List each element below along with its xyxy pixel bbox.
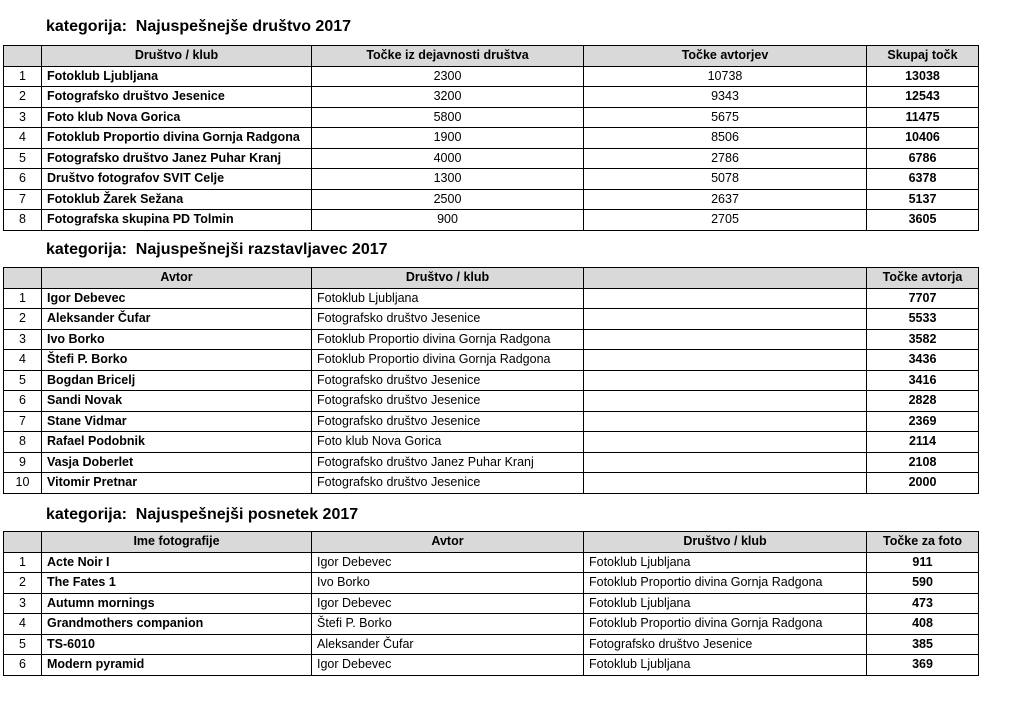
table-cell: 7: [4, 411, 42, 432]
table-cell: 6: [4, 655, 42, 676]
table-cell: Modern pyramid: [42, 655, 312, 676]
table-cell: 2000: [867, 473, 979, 494]
table-cell: Foto klub Nova Gorica: [42, 107, 312, 128]
table-cell: Fotografska skupina PD Tolmin: [42, 210, 312, 231]
table-cell: Grandmothers companion: [42, 614, 312, 635]
table-cell: [584, 329, 867, 350]
table-cell: [584, 288, 867, 309]
table-cell: 1: [4, 66, 42, 87]
table-cell: 3436: [867, 350, 979, 371]
table-cell: 6378: [867, 169, 979, 190]
table-cell: Stane Vidmar: [42, 411, 312, 432]
section3-heading: kategorija: Najuspešnejši posnetek 2017: [46, 506, 359, 523]
table-cell: Fotografsko društvo Janez Puhar Kranj: [312, 452, 584, 473]
table-cell: Štefi P. Borko: [312, 614, 584, 635]
table-cell: 2300: [312, 66, 584, 87]
table-cell: 7: [4, 189, 42, 210]
table-cell: 11475: [867, 107, 979, 128]
table-cell: [584, 432, 867, 453]
table-cell: 2637: [584, 189, 867, 210]
table-cell: 408: [867, 614, 979, 635]
table-cell: [584, 391, 867, 412]
table-cell: 5: [4, 634, 42, 655]
table-cell: 1300: [312, 169, 584, 190]
table-row: [4, 128, 979, 149]
table-cell: 5675: [584, 107, 867, 128]
table-cell: 6: [4, 169, 42, 190]
table-cell: Fotoklub Ljubljana: [42, 66, 312, 87]
table-cell: Fotoklub Ljubljana: [584, 655, 867, 676]
table-cell: 9: [4, 452, 42, 473]
table-cell: 1: [4, 552, 42, 573]
table-cell: 900: [312, 210, 584, 231]
table-cell: [584, 309, 867, 330]
table-cell: Vitomir Pretnar: [42, 473, 312, 494]
table-cell: Igor Debevec: [312, 552, 584, 573]
table-cell: Igor Debevec: [42, 288, 312, 309]
table-cell: Društvo fotografov SVIT Celje: [42, 169, 312, 190]
table-cell: 8506: [584, 128, 867, 149]
table-cell: Fotoklub Žarek Sežana: [42, 189, 312, 210]
header-row: [4, 532, 979, 553]
table-cell: 5800: [312, 107, 584, 128]
column-header: Avtor: [312, 532, 584, 553]
table-cell: Igor Debevec: [312, 655, 584, 676]
table-cell: Aleksander Čufar: [42, 309, 312, 330]
table-cell: TS-6010: [42, 634, 312, 655]
table-cell: 2828: [867, 391, 979, 412]
column-header: [4, 532, 42, 553]
column-header: Društvo / klub: [312, 268, 584, 289]
table-cell: Fotografsko društvo Jesenice: [312, 473, 584, 494]
table-cell: 369: [867, 655, 979, 676]
table-cell: 2: [4, 573, 42, 594]
table-cell: 10: [4, 473, 42, 494]
table-cell: 4: [4, 128, 42, 149]
column-header: Ime fotografije: [42, 532, 312, 553]
table-cell: Rafael Podobnik: [42, 432, 312, 453]
table-cell: Fotoklub Ljubljana: [584, 593, 867, 614]
column-header: [4, 46, 42, 67]
table-row: [4, 148, 979, 169]
table-row: [4, 210, 979, 231]
table-cell: Fotoklub Proportio divina Gornja Radgona: [584, 614, 867, 635]
table-cell: 2: [4, 309, 42, 330]
table-cell: 3416: [867, 370, 979, 391]
table-cell: The Fates 1: [42, 573, 312, 594]
table-cell: 473: [867, 593, 979, 614]
table-cell: Foto klub Nova Gorica: [312, 432, 584, 453]
table-cell: Štefi P. Borko: [42, 350, 312, 371]
table-row: [4, 573, 979, 594]
table-cell: [584, 411, 867, 432]
table-cell: 5: [4, 148, 42, 169]
table-cell: [584, 370, 867, 391]
table-cell: [584, 452, 867, 473]
table-cell: 3: [4, 329, 42, 350]
section1-heading: kategorija: Najuspešnejše društvo 2017: [46, 18, 352, 35]
table-cell: Igor Debevec: [312, 593, 584, 614]
table-cell: Fotoklub Ljubljana: [312, 288, 584, 309]
table-cell: Bogdan Bricelj: [42, 370, 312, 391]
table-cell: 3582: [867, 329, 979, 350]
table-cell: 13038: [867, 66, 979, 87]
table-cell: 8: [4, 210, 42, 231]
column-header: [4, 268, 42, 289]
table-cell: Fotoklub Ljubljana: [584, 552, 867, 573]
table-cell: 6: [4, 391, 42, 412]
table-cell: 3: [4, 593, 42, 614]
table-cell: 10406: [867, 128, 979, 149]
table-cell: 4: [4, 614, 42, 635]
table-best-society: [3, 45, 979, 231]
table-cell: Ivo Borko: [312, 573, 584, 594]
table-row: [4, 107, 979, 128]
header-row: [4, 268, 979, 289]
table-cell: 2114: [867, 432, 979, 453]
table-cell: [584, 473, 867, 494]
table-row: [4, 552, 979, 573]
table-cell: Acte Noir I: [42, 552, 312, 573]
table-row: [4, 634, 979, 655]
table-row: [4, 391, 979, 412]
table-cell: 3: [4, 107, 42, 128]
table-cell: 911: [867, 552, 979, 573]
table-cell: 2786: [584, 148, 867, 169]
table-row: [4, 87, 979, 108]
table-row: [4, 452, 979, 473]
table-row: [4, 309, 979, 330]
table-cell: 3200: [312, 87, 584, 108]
column-header: Točke za foto: [867, 532, 979, 553]
table-cell: 3605: [867, 210, 979, 231]
section2-heading: kategorija: Najuspešnejši razstavljavec 2017: [46, 241, 388, 258]
table-cell: Fotografsko društvo Jesenice: [312, 391, 584, 412]
table-row: [4, 329, 979, 350]
table-cell: 2500: [312, 189, 584, 210]
table-cell: Fotoklub Proportio divina Gornja Radgona: [312, 329, 584, 350]
table-cell: 7707: [867, 288, 979, 309]
table-cell: Fotografsko društvo Janez Puhar Kranj: [42, 148, 312, 169]
column-header: [584, 268, 867, 289]
table-cell: Fotografsko društvo Jesenice: [584, 634, 867, 655]
table-cell: 8: [4, 432, 42, 453]
table-row: [4, 350, 979, 371]
table-row: [4, 189, 979, 210]
table-cell: Fotoklub Proportio divina Gornja Radgona: [312, 350, 584, 371]
table-cell: 5078: [584, 169, 867, 190]
table-cell: 5533: [867, 309, 979, 330]
header-row: [4, 46, 979, 67]
table-row: [4, 614, 979, 635]
table-cell: 10738: [584, 66, 867, 87]
table-row: [4, 432, 979, 453]
table-cell: 12543: [867, 87, 979, 108]
table-row: [4, 593, 979, 614]
table-cell: Aleksander Čufar: [312, 634, 584, 655]
table-row: [4, 169, 979, 190]
table-cell: Vasja Doberlet: [42, 452, 312, 473]
table-cell: 385: [867, 634, 979, 655]
table-cell: 1: [4, 288, 42, 309]
table-row: [4, 288, 979, 309]
table-cell: Autumn mornings: [42, 593, 312, 614]
table-best-exhibitor: [3, 267, 979, 494]
table-cell: Fotoklub Proportio divina Gornja Radgona: [584, 573, 867, 594]
column-header: Društvo / klub: [584, 532, 867, 553]
table-cell: Fotoklub Proportio divina Gornja Radgona: [42, 128, 312, 149]
table-cell: 5: [4, 370, 42, 391]
table-cell: 1900: [312, 128, 584, 149]
column-header: Društvo / klub: [42, 46, 312, 67]
column-header: Avtor: [42, 268, 312, 289]
table-cell: Fotografsko društvo Jesenice: [312, 411, 584, 432]
table-cell: 2369: [867, 411, 979, 432]
table-cell: 9343: [584, 87, 867, 108]
table-cell: 4000: [312, 148, 584, 169]
column-header: Skupaj točk: [867, 46, 979, 67]
table-cell: 5137: [867, 189, 979, 210]
table-row: [4, 655, 979, 676]
table-row: [4, 473, 979, 494]
table-row: [4, 66, 979, 87]
table-cell: 4: [4, 350, 42, 371]
table-cell: Fotografsko društvo Jesenice: [42, 87, 312, 108]
column-header: Točke iz dejavnosti društva: [312, 46, 584, 67]
table-cell: 6786: [867, 148, 979, 169]
table-cell: 590: [867, 573, 979, 594]
table-row: [4, 411, 979, 432]
table-cell: 2108: [867, 452, 979, 473]
table-cell: Ivo Borko: [42, 329, 312, 350]
table-cell: Fotografsko društvo Jesenice: [312, 309, 584, 330]
table-row: [4, 370, 979, 391]
table-cell: 2: [4, 87, 42, 108]
table-cell: [584, 350, 867, 371]
column-header: Točke avtorjev: [584, 46, 867, 67]
table-cell: Sandi Novak: [42, 391, 312, 412]
table-cell: 2705: [584, 210, 867, 231]
column-header: Točke avtorja: [867, 268, 979, 289]
table-best-photo: [3, 531, 979, 676]
table-cell: Fotografsko društvo Jesenice: [312, 370, 584, 391]
